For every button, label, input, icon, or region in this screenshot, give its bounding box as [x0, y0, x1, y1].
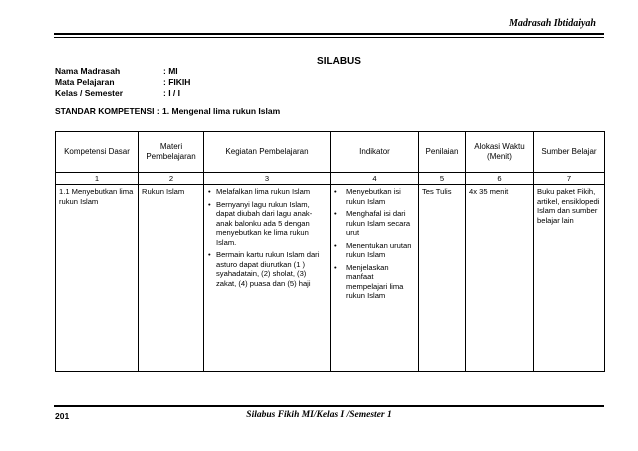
column-number: 6: [466, 173, 534, 185]
syllabus-table: [55, 131, 605, 372]
document-title: SILABUS: [317, 56, 361, 67]
indicator-item: • Menentukan urutan rukun Islam: [334, 241, 415, 260]
header-penilaian: Penilaian: [419, 132, 466, 173]
info-label: Nama Madrasah: [55, 66, 121, 76]
indicator-item: • Menyebutkan isi rukun Islam: [334, 187, 415, 206]
indicator-item: • Menjelaskan manfaat mempelajari lima rukun Islam: [334, 263, 415, 301]
cell-kegiatan: [204, 185, 331, 372]
header-rule-thin: [54, 37, 604, 38]
indicator-item: • Menghafal isi dari rukun Islam secara urut: [334, 209, 415, 237]
activity-item: • Bernyanyi lagu rukun Islam, dapat diubah dari lagu anak-anak balonku ada 5 dengan menyebutkan ke lima rukun Islam.: [216, 200, 327, 247]
header-kompetensi: Kompetensi Dasar: [56, 132, 139, 173]
header-indikator: Indikator: [331, 132, 419, 173]
activity-item: • Melafalkan lima rukun Islam: [216, 187, 327, 196]
cell-sumber: Buku paket Fikih, artikel, ensiklopedi Islam dan sumber belajar lain: [534, 185, 605, 372]
standard-competency: STANDAR KOMPETENSI : 1. Mengenal lima rukun Islam: [55, 106, 281, 116]
info-madrasah: [55, 66, 178, 76]
cell-materi: Rukun Islam: [139, 185, 204, 372]
activity-item: • Bermain kartu rukun Islam dari asturo dapat diurutkan (1 ) syahadatain, (2) sholat, (3) zakat, (4) puasa dan (5) haji: [216, 250, 327, 288]
footer-text: Silabus Fikih MI/Kelas I /Semester 1: [246, 410, 392, 420]
header-rule: [54, 33, 604, 35]
column-number: 5: [419, 173, 466, 185]
header-materi: Materi Pembelajaran: [139, 132, 204, 173]
column-number: 7: [534, 173, 605, 185]
cell-penilaian: Tes Tulis: [419, 185, 466, 372]
page-number: 201: [55, 411, 70, 421]
info-subject: [55, 77, 190, 87]
page-header: Madrasah Ibtidaiyah: [509, 18, 596, 29]
info-value: : MI: [163, 66, 178, 76]
info-value: : I / I: [163, 88, 180, 98]
column-number: 4: [331, 173, 419, 185]
table-header-row: [56, 132, 605, 173]
info-value: : FIKIH: [163, 77, 191, 87]
header-sumber: Sumber Belajar: [534, 132, 605, 173]
header-alokasi: Alokasi Waktu (Menit): [466, 132, 534, 173]
cell-alokasi: 4x 35 menit: [466, 185, 534, 372]
info-label: Kelas / Semester: [55, 88, 124, 98]
footer-rule: [54, 405, 604, 407]
header-kegiatan: Kegiatan Pembelajaran: [204, 132, 331, 173]
column-number-row: [56, 173, 605, 185]
cell-kompetensi: 1.1 Menyebutkan lima rukun Islam: [56, 185, 139, 372]
column-number: 2: [139, 173, 204, 185]
info-class: [55, 88, 180, 98]
column-number: 1: [56, 173, 139, 185]
column-number: 3: [204, 173, 331, 185]
cell-indikator: [331, 185, 419, 372]
table-row: [56, 185, 605, 372]
info-label: Mata Pelajaran: [55, 77, 115, 87]
